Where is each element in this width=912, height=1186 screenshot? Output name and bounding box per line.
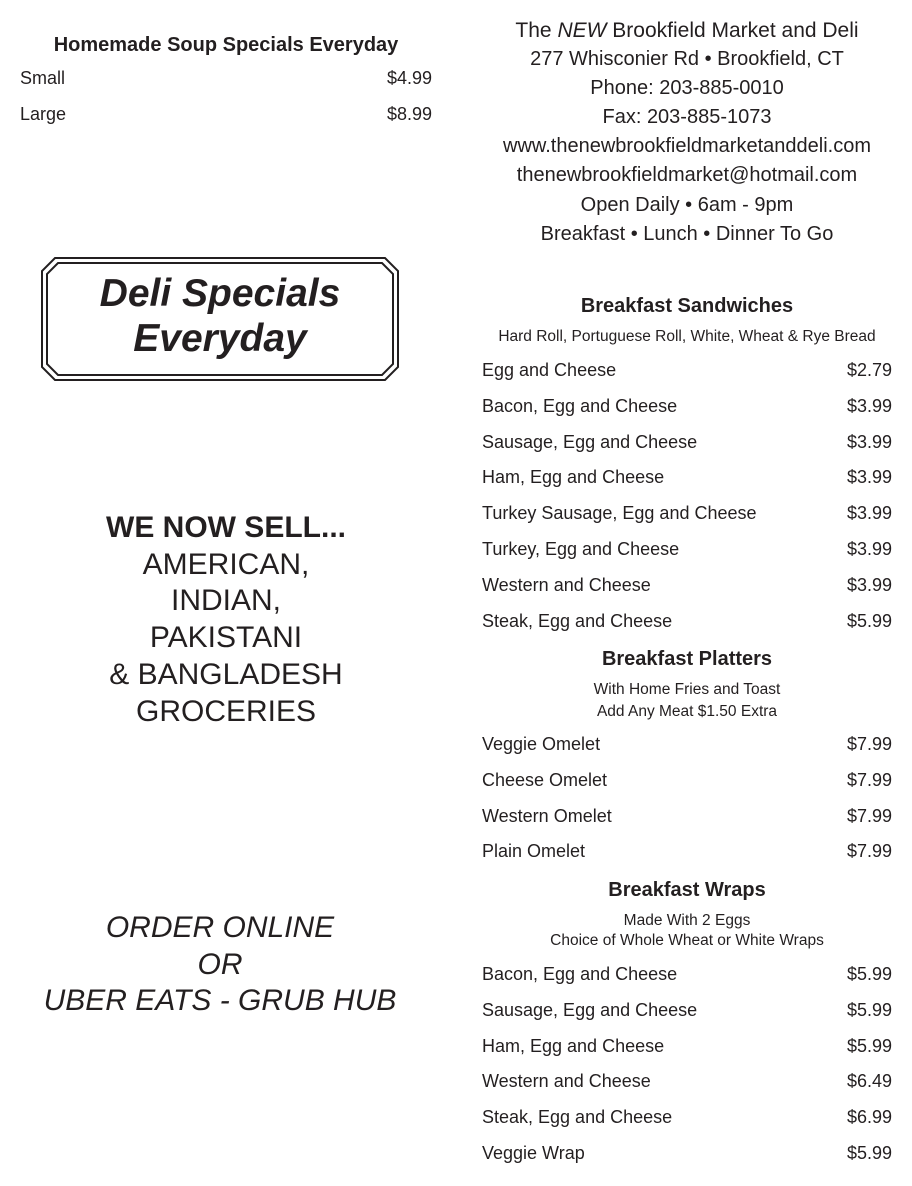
menu-item-name: Small — [20, 68, 66, 88]
menu-item — [482, 799, 892, 835]
menu-item — [482, 353, 892, 389]
menu-item-price: $5.99 — [846, 610, 892, 631]
menu-item-name: Plain Omelet — [482, 841, 586, 862]
store-phone: Phone: 203-885-0010 — [590, 77, 784, 100]
groceries-line: INDIAN, — [170, 584, 281, 618]
menu-item-name: Cheese Omelet — [482, 769, 608, 790]
menu-item-name: Ham, Egg and Cheese — [482, 1035, 665, 1056]
menu-item-name: Sausage, Egg and Cheese — [482, 431, 698, 452]
menu-item — [482, 568, 892, 604]
menu-item — [20, 60, 432, 96]
menu-item-name: Steak, Egg and Cheese — [482, 1107, 673, 1128]
menu-item — [482, 389, 892, 425]
section-subtitle: With Home Fries and Toast — [593, 681, 781, 698]
menu-item-price: $7.99 — [846, 805, 892, 826]
groceries-line: AMERICAN, — [142, 547, 310, 581]
menu-item-name: Steak, Egg and Cheese — [482, 610, 673, 631]
menu-item-price: $6.49 — [846, 1071, 892, 1092]
menu-item-name: Sausage, Egg and Cheese — [482, 999, 698, 1020]
menu-item — [482, 425, 892, 461]
menu-item — [482, 1029, 892, 1065]
menu-item — [482, 834, 892, 870]
menu-item-price: $3.99 — [846, 503, 892, 524]
menu-item-price: $7.99 — [846, 734, 892, 754]
menu-item-name: Veggie Omelet — [482, 734, 601, 754]
store-info — [480, 16, 894, 249]
order-online-line: ORDER ONLINE — [105, 911, 335, 944]
menu-item-price: $8.99 — [386, 104, 432, 124]
menu-item-price: $3.99 — [846, 431, 892, 452]
menu-item — [482, 604, 892, 640]
menu-item — [482, 460, 892, 496]
breakfast-wraps-list — [482, 957, 892, 1172]
menu-item-name: Western and Cheese — [482, 1071, 651, 1092]
menu-item-price: $3.99 — [846, 574, 892, 595]
section-title-breakfast-wraps: Breakfast Wraps — [608, 879, 766, 901]
order-online-notice — [20, 910, 420, 1020]
menu-item-price: $5.99 — [846, 999, 892, 1020]
section-title-breakfast-sandwiches: Breakfast Sandwiches — [580, 295, 794, 317]
section-subtitle: Choice of Whole Wheat or White Wraps — [550, 932, 824, 949]
store-name — [480, 16, 894, 45]
section-subtitle: Hard Roll, Portuguese Roll, White, Wheat & Rye Bread — [498, 328, 876, 345]
store-fax: Fax: 203-885-1073 — [602, 106, 772, 129]
breakfast-platters-list — [482, 727, 892, 870]
store-name-prefix: The — [515, 19, 558, 42]
groceries-line: GROCERIES — [135, 694, 317, 728]
deli-specials-heading — [41, 271, 399, 361]
menu-item-name: Turkey, Egg and Cheese — [482, 538, 680, 559]
section-title-breakfast-platters: Breakfast Platters — [601, 648, 773, 670]
menu-item-name: Egg and Cheese — [482, 360, 617, 380]
breakfast-sandwiches-list — [482, 353, 892, 639]
menu-item-price: $7.99 — [846, 769, 892, 790]
menu-item-price: $2.79 — [846, 360, 892, 380]
section-subtitle: Add Any Meat $1.50 Extra — [596, 703, 778, 720]
store-name-emphasis: NEW — [557, 19, 607, 42]
menu-item-name: Ham, Egg and Cheese — [482, 467, 665, 488]
groceries-line: & BANGLADESH — [109, 657, 343, 691]
soup-specials-title: Homemade Soup Specials Everyday — [53, 34, 399, 56]
menu-item-name: Bacon, Egg and Cheese — [482, 964, 678, 984]
menu-item-price: $5.99 — [846, 1142, 892, 1163]
menu-item-price: $3.99 — [846, 467, 892, 488]
menu-item — [482, 1064, 892, 1100]
menu-item-price: $6.99 — [846, 1107, 892, 1128]
menu-item — [482, 763, 892, 799]
store-address: 277 Whisconier Rd • Brookfield, CT — [530, 48, 844, 71]
menu-item — [482, 993, 892, 1029]
menu-item — [482, 1136, 892, 1172]
groceries-line: PAKISTANI — [149, 621, 303, 655]
menu-item-name: Western and Cheese — [482, 574, 651, 595]
menu-item-name: Western Omelet — [482, 805, 612, 826]
menu-item-price: $7.99 — [846, 841, 892, 862]
menu-item-name: Turkey Sausage, Egg and Cheese — [482, 503, 757, 524]
menu-item-price: $3.99 — [846, 395, 892, 416]
menu-item — [20, 96, 432, 132]
menu-item — [482, 532, 892, 568]
groceries-lead: WE NOW SELL... — [106, 511, 346, 544]
section-subtitle: Made With 2 Eggs — [623, 912, 751, 929]
store-email: thenewbrookfieldmarket@hotmail.com — [516, 164, 858, 187]
deli-specials-banner — [41, 257, 399, 381]
menu-item-name: Veggie Wrap — [482, 1142, 585, 1163]
store-services: Breakfast • Lunch • Dinner To Go — [540, 222, 834, 245]
menu-item-price: $3.99 — [846, 538, 892, 559]
menu-item — [482, 957, 892, 993]
store-website: www.thenewbrookfieldmarketanddeli.com — [503, 135, 871, 158]
menu-item-price: $5.99 — [846, 964, 892, 984]
menu-item-name: Bacon, Egg and Cheese — [482, 395, 678, 416]
deli-specials-line-1: Deli Specials — [99, 272, 341, 315]
order-online-line: UBER EATS - GRUB HUB — [43, 984, 397, 1018]
menu-item — [482, 1100, 892, 1136]
deli-specials-line-2: Everyday — [133, 317, 307, 360]
store-hours: Open Daily • 6am - 9pm — [580, 193, 794, 216]
soup-specials — [20, 30, 432, 132]
store-name-suffix: Brookfield Market and Deli — [606, 19, 859, 42]
groceries-notice — [26, 510, 426, 730]
menu-item — [482, 496, 892, 532]
menu-item-price: $4.99 — [386, 68, 432, 88]
menu-item-name: Large — [20, 104, 67, 124]
order-online-line: OR — [197, 947, 243, 981]
menu-item — [482, 727, 892, 763]
menu-item-price: $5.99 — [846, 1035, 892, 1056]
